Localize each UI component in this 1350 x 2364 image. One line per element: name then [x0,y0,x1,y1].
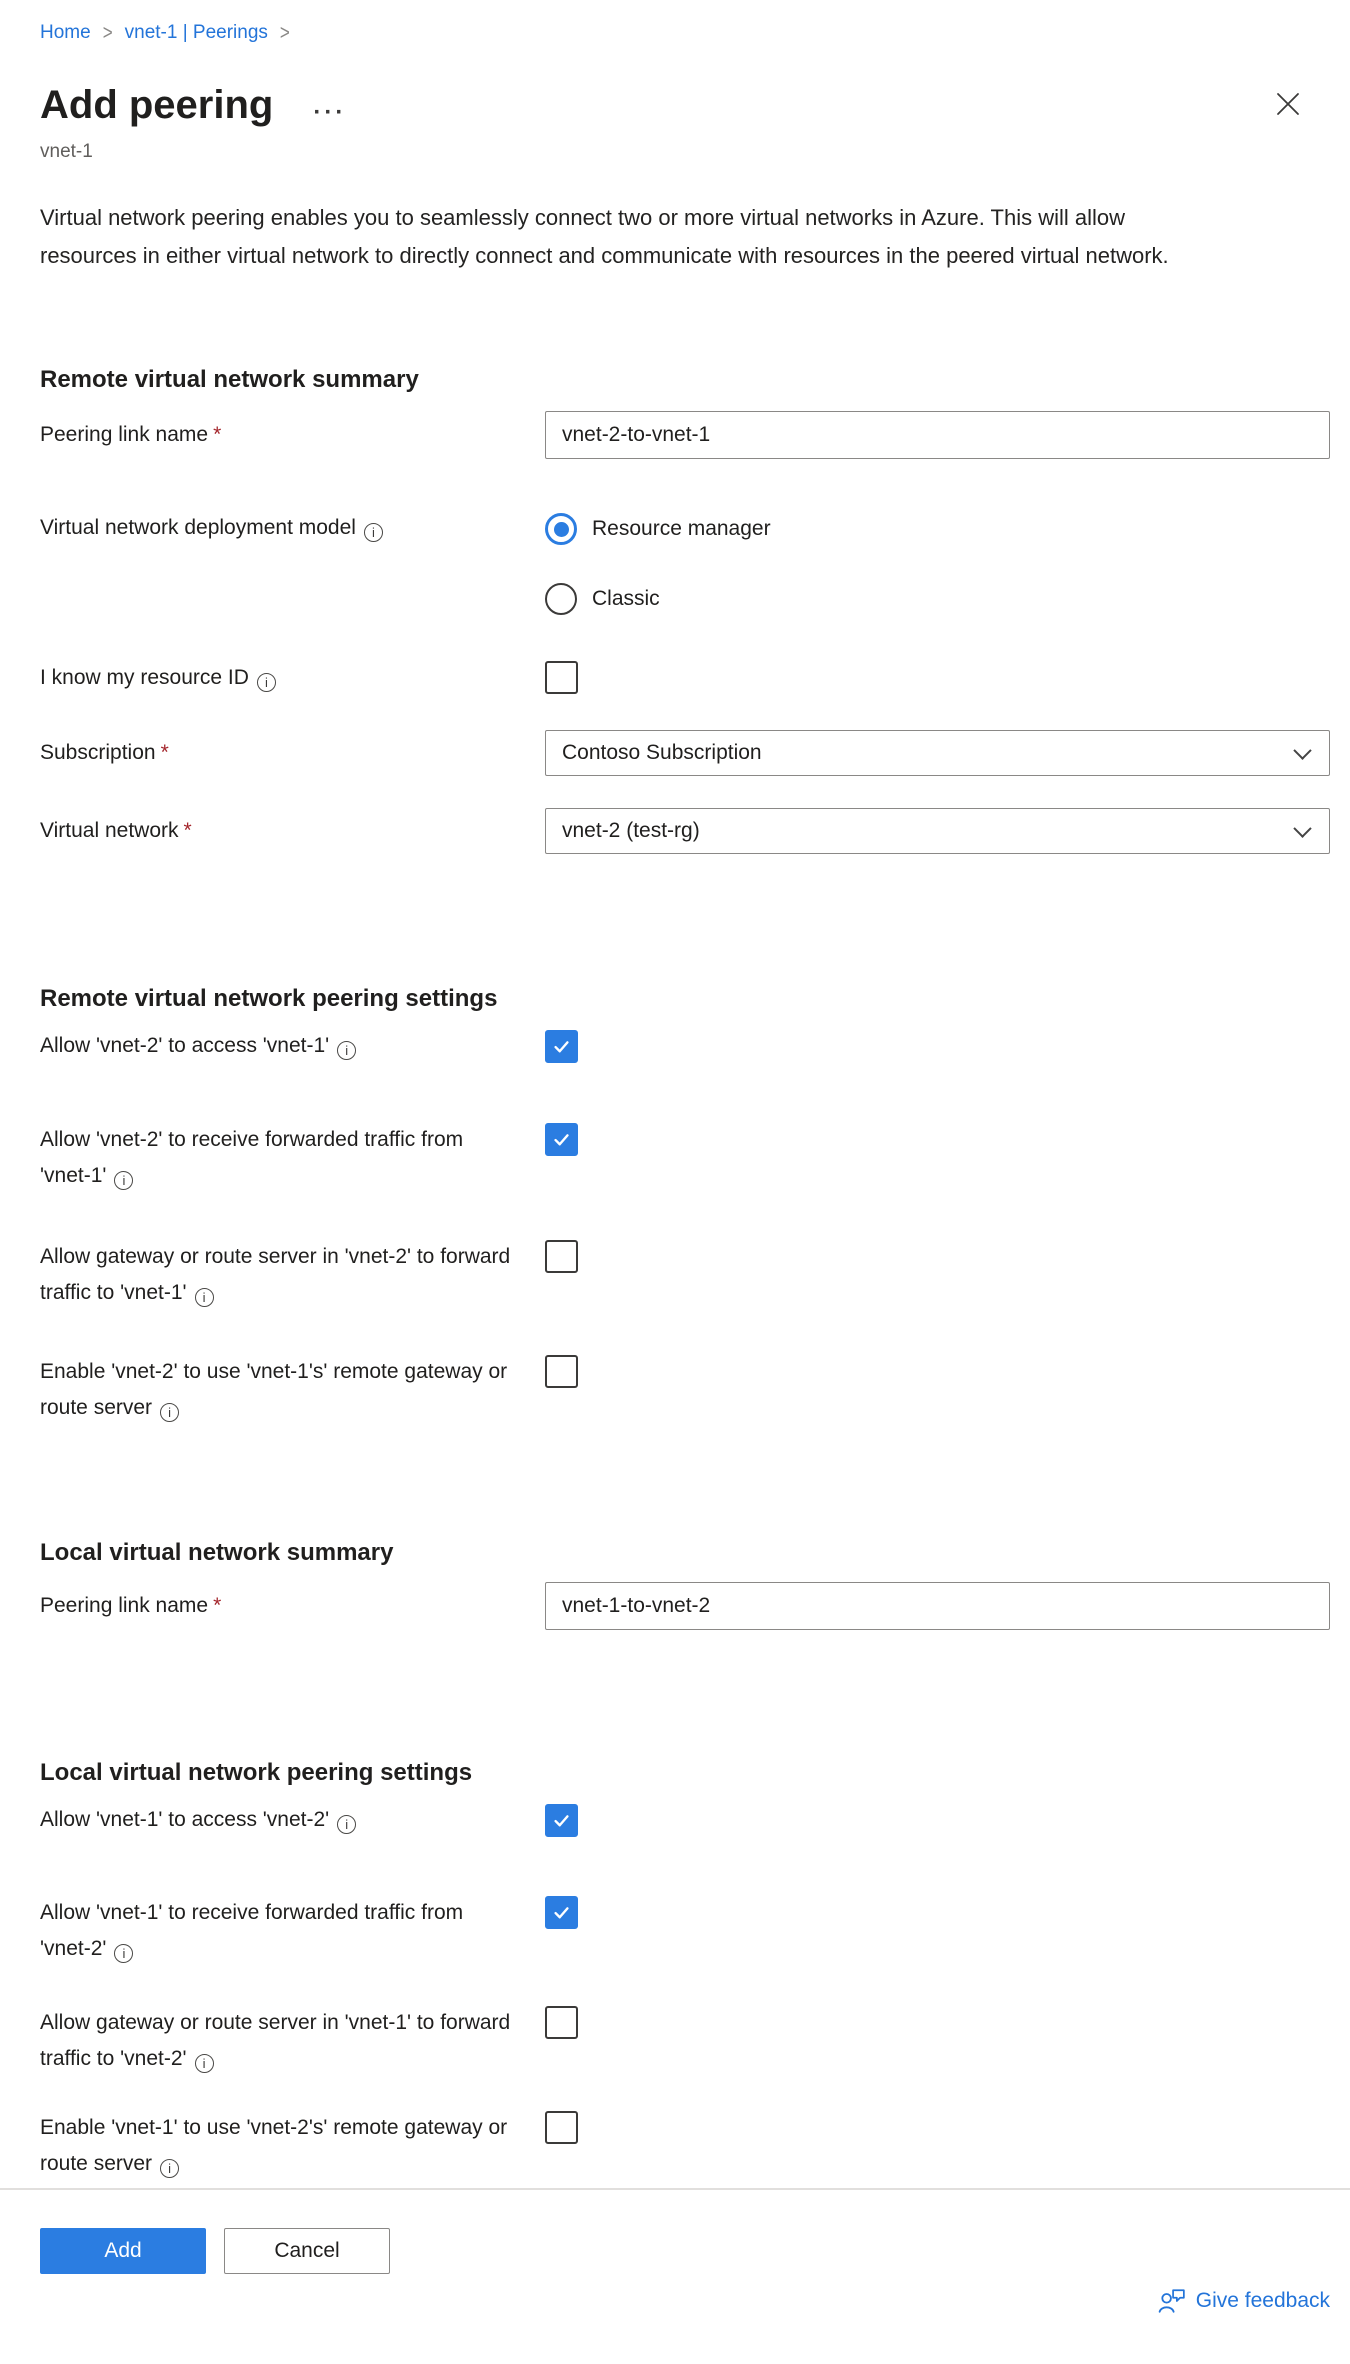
deployment-model-radio-group [545,513,1330,615]
more-options-button[interactable]: ··· [313,99,347,126]
setting-row [40,2005,1330,2077]
virtual-network-select[interactable] [545,808,1330,854]
setting-row [40,2110,1330,2182]
radio-classic[interactable] [545,583,1330,615]
setting-label: Allow 'vnet-1' to receive forwarded traffic from 'vnet-2' i [40,1901,464,1961]
setting-label: Allow 'vnet-1' to access 'vnet-2' i [40,1802,545,1838]
breadcrumb-link-home[interactable]: Home [40,22,91,43]
subscription-select[interactable] [545,730,1330,776]
allow-vnet1-gateway-forward-checkbox[interactable] [545,2006,578,2039]
setting-label: Allow gateway or route server in 'vnet-2' to forward traffic to 'vnet-1' i [40,1245,511,1305]
local-peering-link-row [40,1582,1330,1630]
info-icon[interactable]: i [337,1041,356,1060]
deployment-model-row [40,513,1330,615]
intro-text: Virtual network peering enables you to seamlessly connect two or more virtual networks in Azure. This will allow resources in either virtual network to directly connect and communicate with resources in the peered virtual network. [40,205,1169,268]
close-button[interactable] [1274,90,1302,118]
virtual-network-row [40,808,1330,854]
setting-label: Allow gateway or route server in 'vnet-1' to forward traffic to 'vnet-2' i [40,2011,511,2071]
subscription-value: Contoso Subscription [562,741,762,764]
setting-row [40,1239,1330,1311]
footer-actions [40,2228,1330,2274]
feedback-icon [1158,2288,1186,2314]
enable-vnet1-use-remote-gateway-checkbox[interactable] [545,2111,578,2144]
radio-resource-manager[interactable] [545,513,1330,545]
remote-peering-link-row [40,411,1330,459]
header [40,80,1330,130]
allow-vnet1-forwarded-traffic-checkbox[interactable] [545,1896,578,1929]
required-asterisk: * [160,741,169,764]
cancel-button[interactable]: Cancel [224,2228,390,2274]
info-icon[interactable]: i [195,2054,214,2073]
setting-row [40,1028,1330,1064]
field-label: Peering link name * [40,423,222,446]
field-label: Subscription * [40,741,169,764]
resource-subtitle: vnet-1 [40,141,93,162]
required-asterisk: * [183,819,192,842]
setting-label: Enable 'vnet-2' to use 'vnet-1's' remote gateway or route server i [40,1360,508,1420]
local-settings-heading: Local virtual network peering settings [40,1759,473,1786]
remote-peering-link-name-input[interactable] [545,411,1330,459]
setting-row [40,1354,1330,1426]
info-icon[interactable]: i [364,523,383,542]
field-label: Peering link name * [40,1594,222,1617]
info-icon[interactable]: i [337,1815,356,1834]
allow-vnet1-access-vnet2-checkbox[interactable] [545,1804,578,1837]
chevron-down-icon [1293,741,1311,759]
info-icon[interactable]: i [114,1944,133,1963]
required-asterisk: * [213,1594,222,1617]
radio-label: Resource manager [592,517,771,540]
field-label: Virtual network * [40,819,192,842]
radio-label: Classic [592,587,660,610]
add-button[interactable]: Add [40,2228,206,2274]
virtual-network-value: vnet-2 (test-rg) [562,819,700,842]
close-icon [1275,91,1301,117]
give-feedback-label: Give feedback [1195,2289,1330,2312]
breadcrumb [40,20,1330,46]
chevron-down-icon [1293,819,1311,837]
field-label: Virtual network deployment model i [40,513,545,543]
required-asterisk: * [213,423,222,446]
info-icon[interactable]: i [160,1403,179,1422]
remote-summary-heading: Remote virtual network summary [40,366,419,393]
radio-icon [545,513,577,545]
info-icon[interactable]: i [195,1288,214,1307]
info-icon[interactable]: i [160,2159,179,2178]
allow-vnet2-forwarded-traffic-checkbox[interactable] [545,1123,578,1156]
setting-label: Allow 'vnet-2' to receive forwarded traffic from 'vnet-1' i [40,1128,464,1188]
know-resource-id-checkbox[interactable] [545,661,578,694]
local-peering-link-name-input[interactable] [545,1582,1330,1630]
subscription-row [40,730,1330,776]
allow-vnet2-access-vnet1-checkbox[interactable] [545,1030,578,1063]
breadcrumb-link-vnet1-peerings[interactable]: vnet-1 | Peerings [124,22,268,43]
setting-row [40,1895,1330,1967]
give-feedback-link[interactable] [1158,2288,1330,2314]
allow-vnet2-gateway-forward-checkbox[interactable] [545,1240,578,1273]
footer-divider [0,2188,1350,2190]
setting-row [40,1122,1330,1194]
field-label: I know my resource ID i [40,663,545,693]
setting-label: Enable 'vnet-1' to use 'vnet-2's' remote gateway or route server i [40,2116,508,2176]
radio-icon [545,583,577,615]
setting-row [40,1802,1330,1838]
info-icon[interactable]: i [114,1171,133,1190]
breadcrumb-separator: > [102,20,113,45]
feedback-row [40,2288,1330,2314]
page-title: Add peering [40,83,274,127]
setting-label: Allow 'vnet-2' to access 'vnet-1' i [40,1028,545,1064]
breadcrumb-separator: > [279,20,290,45]
enable-vnet2-use-remote-gateway-checkbox[interactable] [545,1355,578,1388]
local-summary-heading: Local virtual network summary [40,1539,394,1566]
info-icon[interactable]: i [257,673,276,692]
remote-settings-heading: Remote virtual network peering settings [40,985,498,1012]
know-resource-id-row [40,661,1330,694]
